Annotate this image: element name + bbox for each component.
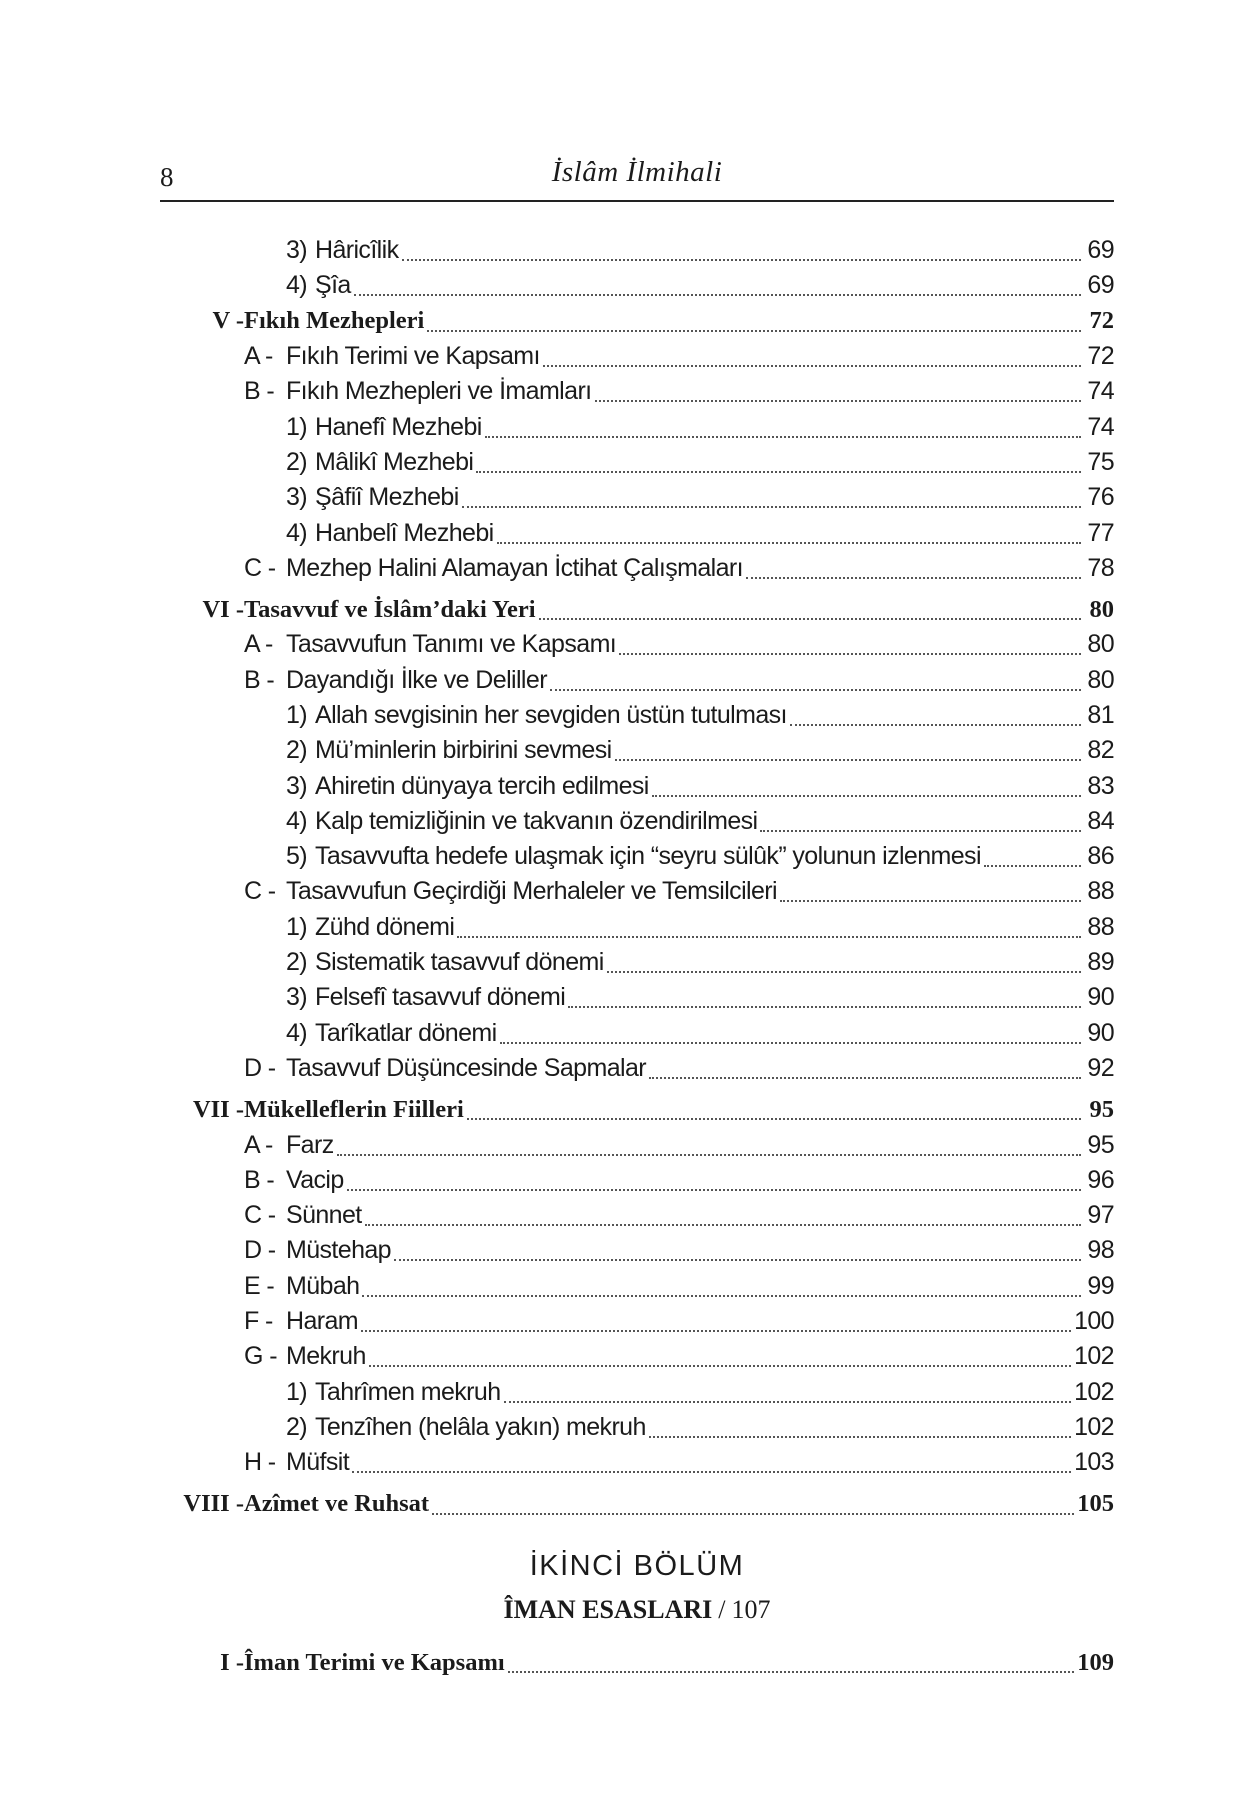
toc-entry-title: Müstehap — [286, 1236, 391, 1265]
toc-entry-page: 72 — [1089, 307, 1114, 335]
dot-leader — [539, 617, 1081, 620]
toc-entry-page: 77 — [1087, 518, 1114, 547]
toc-entry-number: I - — [220, 1648, 244, 1676]
toc-entry-page: 90 — [1087, 1018, 1114, 1047]
toc-entry-page: 80 — [1087, 665, 1114, 694]
dot-leader — [780, 899, 1081, 902]
dot-leader — [497, 541, 1081, 544]
toc-entry — [160, 1269, 1114, 1304]
toc-entry-lead — [160, 1272, 359, 1301]
toc-entry-number: 4) — [286, 1018, 308, 1047]
toc-entry-number: D - — [244, 1236, 276, 1265]
toc-entry-number: 2) — [286, 447, 308, 476]
toc-entry-lead — [160, 1649, 505, 1677]
toc-entry-number: C - — [244, 877, 276, 906]
toc-entry-title: Vacip — [286, 1165, 344, 1194]
toc-entry-title: Allah sevgisinin her sevgiden üstün tutulması — [315, 701, 787, 729]
toc-entry-page: 102 — [1074, 1377, 1114, 1406]
toc-entry — [160, 1304, 1114, 1339]
toc-entry-page: 95 — [1089, 1095, 1114, 1123]
toc-entry-lead — [160, 948, 604, 977]
toc-entry-title: Tasavvufta hedefe ulaşmak için “seyru sülûk” yolunun izlenmesi — [315, 842, 981, 871]
toc-entry-title: Mü’minlerin birbirini sevmesi — [315, 736, 612, 765]
toc-entry-number: B - — [244, 665, 275, 694]
toc-entry-title: Müfsit — [286, 1448, 350, 1477]
toc-entry-number: 2) — [286, 736, 308, 765]
toc-entry-lead — [160, 1448, 349, 1477]
toc-entry-title: Hâricîlik — [315, 236, 399, 265]
toc-entry-number: 3) — [286, 771, 308, 800]
toc-entry-lead — [160, 1413, 646, 1442]
toc-entry-page: 74 — [1087, 412, 1114, 441]
toc-entry-title: Sistematik tasavvuf dönemi — [315, 948, 604, 977]
toc-entry-number: VI - — [202, 595, 244, 623]
toc-entry-page: 109 — [1077, 1648, 1114, 1676]
toc-entry-title: Tasavvuf ve İslâm’daki Yeri — [244, 595, 536, 623]
dot-leader — [504, 1400, 1072, 1403]
toc-entry-page: 83 — [1087, 771, 1114, 800]
toc-entry-lead — [160, 983, 565, 1012]
toc-entry-number: V - — [212, 307, 244, 335]
part-title: İKİNCİ BÖLÜM — [529, 1550, 745, 1582]
dot-leader — [649, 1076, 1081, 1079]
toc-entry-page: 98 — [1087, 1236, 1114, 1265]
dot-leader — [361, 1329, 1071, 1332]
dot-leader — [543, 364, 1081, 367]
dot-leader — [337, 1153, 1081, 1156]
book-title: İslâm İlmihali — [551, 156, 723, 188]
toc-entry-title: Hanefî Mezhebi — [315, 412, 482, 441]
toc-entry-title: Kalp temizliğinin ve takvanın özendirilmesi — [315, 806, 758, 835]
toc-entry-title: Zühd dönemi — [315, 912, 455, 941]
toc-entry-number: 1) — [286, 412, 308, 441]
toc-entry-number: E - — [244, 1271, 275, 1300]
toc-entry-lead — [160, 307, 424, 335]
toc-entry — [160, 374, 1114, 409]
toc-entry-lead — [160, 807, 757, 836]
toc-entry-lead — [160, 701, 787, 730]
dot-leader — [984, 864, 1081, 867]
toc-entry-page: 102 — [1074, 1342, 1114, 1371]
toc-entry-page: 82 — [1087, 736, 1114, 765]
dot-leader — [568, 1005, 1081, 1008]
toc-entry-number: A - — [244, 342, 273, 371]
toc-entry-page: 76 — [1087, 483, 1114, 512]
toc-entry — [160, 339, 1114, 374]
toc-entry-number: A - — [244, 630, 273, 659]
toc-entry-title: Mezhep Halini Alamayan İctihat Çalışmaları — [286, 553, 743, 582]
toc-entry-lead — [160, 1342, 366, 1371]
toc-entry-page: 69 — [1087, 271, 1114, 300]
toc-entry-title: Azîmet ve Ruhsat — [244, 1490, 430, 1518]
toc-entry — [160, 1092, 1114, 1127]
toc-entry-number: 1) — [286, 912, 308, 941]
dot-leader — [508, 1670, 1075, 1673]
toc-entry-number: 3) — [286, 983, 308, 1012]
toc-entry-title: Dayandığı İlke ve Deliller — [286, 665, 547, 694]
dot-leader — [369, 1364, 1071, 1367]
toc-entry-page: 89 — [1087, 948, 1114, 977]
toc-entry-title: Sünnet — [286, 1201, 362, 1230]
dot-leader — [746, 576, 1081, 579]
toc-entry-page: 103 — [1074, 1448, 1114, 1477]
toc-entry-title: Tasavvuf Düşüncesinde Sapmalar — [286, 1053, 646, 1082]
toc-entry-number: VIII - — [183, 1490, 244, 1518]
toc-entry-page: 78 — [1087, 553, 1114, 582]
table-of-contents — [160, 233, 1114, 1522]
toc-entry-page: 95 — [1087, 1130, 1114, 1159]
toc-entry-lead — [160, 630, 616, 659]
toc-entry-lead — [160, 1201, 362, 1230]
toc-entry — [160, 1375, 1114, 1410]
part-subtitle — [160, 1595, 1114, 1625]
toc-entry-lead — [160, 1307, 358, 1336]
toc-entry-page: 99 — [1087, 1271, 1114, 1300]
toc-entry-number: G - — [244, 1342, 277, 1371]
toc-entry-page: 90 — [1087, 983, 1114, 1012]
toc-entry — [160, 910, 1114, 945]
toc-entry-lead — [160, 1019, 497, 1048]
toc-entry-page: 75 — [1087, 447, 1114, 476]
toc-entry-title: Farz — [286, 1130, 334, 1159]
toc-entry-title: Şîa — [315, 271, 351, 300]
toc-entry-page: 88 — [1087, 912, 1114, 941]
dot-leader — [550, 688, 1081, 691]
page-header — [160, 152, 1114, 202]
toc-entry-lead — [160, 413, 482, 442]
dot-leader — [760, 829, 1081, 832]
toc-entry — [160, 698, 1114, 733]
toc-entry-lead — [160, 271, 351, 300]
toc-entry-number: D - — [244, 1053, 276, 1082]
dot-leader — [352, 1470, 1071, 1473]
dot-leader — [365, 1223, 1081, 1226]
toc-entry-number: 2) — [286, 1412, 308, 1441]
dot-leader — [500, 1041, 1081, 1044]
toc-entry-page: 84 — [1087, 806, 1114, 835]
dot-leader — [615, 758, 1081, 761]
toc-entry-number: C - — [244, 553, 276, 582]
toc-entry — [160, 551, 1114, 586]
toc-entry-lead — [160, 772, 649, 801]
toc-entry — [160, 627, 1114, 662]
toc-entry-page: 80 — [1089, 595, 1114, 623]
toc-entry-title: Mübah — [286, 1271, 360, 1300]
dot-leader — [427, 329, 1081, 332]
toc-entry — [160, 1645, 1114, 1680]
toc-entry — [160, 768, 1114, 803]
dot-leader — [619, 652, 1081, 655]
toc-entry-lead — [160, 842, 981, 871]
dot-leader — [354, 293, 1081, 296]
toc-entry-title: Mâlikî Mezhebi — [315, 447, 474, 476]
toc-entry-page: 72 — [1087, 342, 1114, 371]
toc-entry — [160, 592, 1114, 627]
dot-leader — [467, 1117, 1081, 1120]
toc-entry-lead — [160, 236, 399, 265]
toc-entry-lead — [160, 1131, 334, 1160]
toc-entry — [160, 304, 1114, 339]
toc-entry-title: Fıkıh Mezhepleri ve İmamları — [286, 377, 592, 406]
final-toc-entry — [160, 1645, 1114, 1680]
toc-entry — [160, 804, 1114, 839]
dot-leader — [649, 1435, 1071, 1438]
toc-entry — [160, 1127, 1114, 1162]
toc-entry — [160, 1445, 1114, 1480]
toc-entry-title: Tenzîhen (helâla yakın) mekruh — [315, 1412, 646, 1441]
toc-entry-title: Felsefî tasavvuf dönemi — [315, 983, 566, 1012]
toc-entry — [160, 980, 1114, 1015]
toc-entry-title: Tahrîmen mekruh — [315, 1377, 501, 1406]
toc-entry-number: F - — [244, 1307, 273, 1336]
toc-entry-lead — [160, 913, 454, 942]
dot-leader — [347, 1188, 1081, 1191]
toc-entry-title: Hanbelî Mezhebi — [315, 518, 494, 547]
dot-leader — [394, 1258, 1081, 1261]
toc-entry-number: 4) — [286, 806, 308, 835]
toc-entry-page: 74 — [1087, 377, 1114, 406]
toc-entry-lead — [160, 1054, 646, 1083]
toc-entry — [160, 733, 1114, 768]
part-subtitle-text: ÎMAN ESASLARI — [503, 1595, 713, 1624]
toc-entry — [160, 445, 1114, 480]
toc-entry — [160, 839, 1114, 874]
toc-entry-number: B - — [244, 377, 275, 406]
dot-leader — [485, 435, 1081, 438]
dot-leader — [595, 399, 1081, 402]
toc-entry-page: 81 — [1087, 701, 1114, 729]
toc-entry-lead — [160, 1378, 501, 1407]
toc-entry-title: Fıkıh Terimi ve Kapsamı — [286, 342, 540, 371]
toc-entry-lead — [160, 377, 592, 406]
toc-entry-number: 3) — [286, 483, 308, 512]
toc-entry-lead — [160, 1166, 344, 1195]
toc-entry-page: 80 — [1087, 630, 1114, 659]
toc-entry-title: Fıkıh Mezhepleri — [244, 307, 425, 335]
toc-entry — [160, 409, 1114, 444]
toc-entry-page: 69 — [1087, 236, 1114, 265]
toc-entry-number: 1) — [286, 701, 308, 729]
toc-entry-lead — [160, 448, 473, 477]
toc-entry — [160, 663, 1114, 698]
toc-entry-lead — [160, 342, 540, 371]
toc-entry-number: 4) — [286, 271, 308, 300]
toc-entry — [160, 1051, 1114, 1086]
toc-entry-lead — [160, 1096, 464, 1124]
toc-entry-title: Tarîkatlar dönemi — [315, 1018, 497, 1047]
toc-entry-lead — [160, 666, 547, 695]
toc-entry — [160, 515, 1114, 550]
toc-entry — [160, 268, 1114, 303]
dot-leader — [790, 723, 1081, 726]
dot-leader — [462, 505, 1081, 508]
toc-entry — [160, 1233, 1114, 1268]
toc-entry-page: 105 — [1077, 1490, 1114, 1518]
toc-entry-title: Şâfiî Mezhebi — [315, 483, 459, 512]
toc-entry — [160, 480, 1114, 515]
toc-entry — [160, 1198, 1114, 1233]
toc-entry — [160, 874, 1114, 909]
toc-entry-page: 86 — [1087, 842, 1114, 871]
dot-leader — [607, 970, 1081, 973]
toc-entry-title: Tasavvufun Tanımı ve Kapsamı — [286, 630, 617, 659]
dot-leader — [362, 1294, 1081, 1297]
dot-leader — [457, 935, 1081, 938]
dot-leader — [476, 470, 1081, 473]
toc-entry-lead — [160, 596, 536, 624]
toc-entry-lead — [160, 483, 459, 512]
toc-entry-number: 3) — [286, 236, 308, 265]
toc-entry-number: 1) — [286, 1377, 308, 1406]
toc-entry-title: Mekruh — [286, 1342, 366, 1371]
toc-entry-number: A - — [244, 1130, 273, 1159]
toc-entry-title: Mükelleflerin Fiilleri — [244, 1095, 464, 1123]
toc-entry — [160, 233, 1114, 268]
toc-entry — [160, 1486, 1114, 1521]
part-subtitle-separator: / — [718, 1595, 726, 1624]
toc-entry-title: Ahiretin dünyaya tercih edilmesi — [315, 771, 649, 800]
page-number: 8 — [160, 162, 174, 192]
toc-entry-number: 2) — [286, 948, 308, 977]
toc-entry-lead — [160, 877, 777, 906]
toc-entry — [160, 1410, 1114, 1445]
toc-entry-number: 5) — [286, 842, 308, 871]
toc-entry — [160, 945, 1114, 980]
toc-entry-title: Haram — [286, 1307, 359, 1336]
toc-entry-lead — [160, 1236, 391, 1265]
toc-entry-lead — [160, 554, 743, 583]
toc-entry-page: 96 — [1087, 1165, 1114, 1194]
toc-entry-lead — [160, 519, 494, 548]
toc-entry-lead — [160, 1490, 429, 1518]
toc-entry-page: 97 — [1087, 1201, 1114, 1230]
toc-entry-number: C - — [244, 1201, 276, 1230]
dot-leader — [652, 794, 1081, 797]
dot-leader — [402, 258, 1082, 261]
toc-entry-page: 92 — [1087, 1053, 1114, 1082]
toc-entry — [160, 1339, 1114, 1374]
toc-entry-page: 100 — [1074, 1307, 1114, 1336]
toc-entry-number: 4) — [286, 518, 308, 547]
toc-entry — [160, 1016, 1114, 1051]
dot-leader — [432, 1512, 1074, 1515]
toc-entry — [160, 1163, 1114, 1198]
toc-entry-title: Îman Terimi ve Kapsamı — [244, 1648, 505, 1676]
toc-entry-lead — [160, 736, 612, 765]
toc-entry-title: Tasavvufun Geçirdiği Merhaleler ve Temsilcileri — [286, 877, 777, 906]
part-subtitle-page: 107 — [731, 1595, 771, 1624]
toc-entry-number: H - — [244, 1448, 276, 1477]
toc-entry-page: 88 — [1087, 877, 1114, 906]
toc-entry-number: VII - — [192, 1095, 244, 1123]
toc-entry-number: B - — [244, 1165, 275, 1194]
toc-entry-page: 102 — [1074, 1412, 1114, 1441]
